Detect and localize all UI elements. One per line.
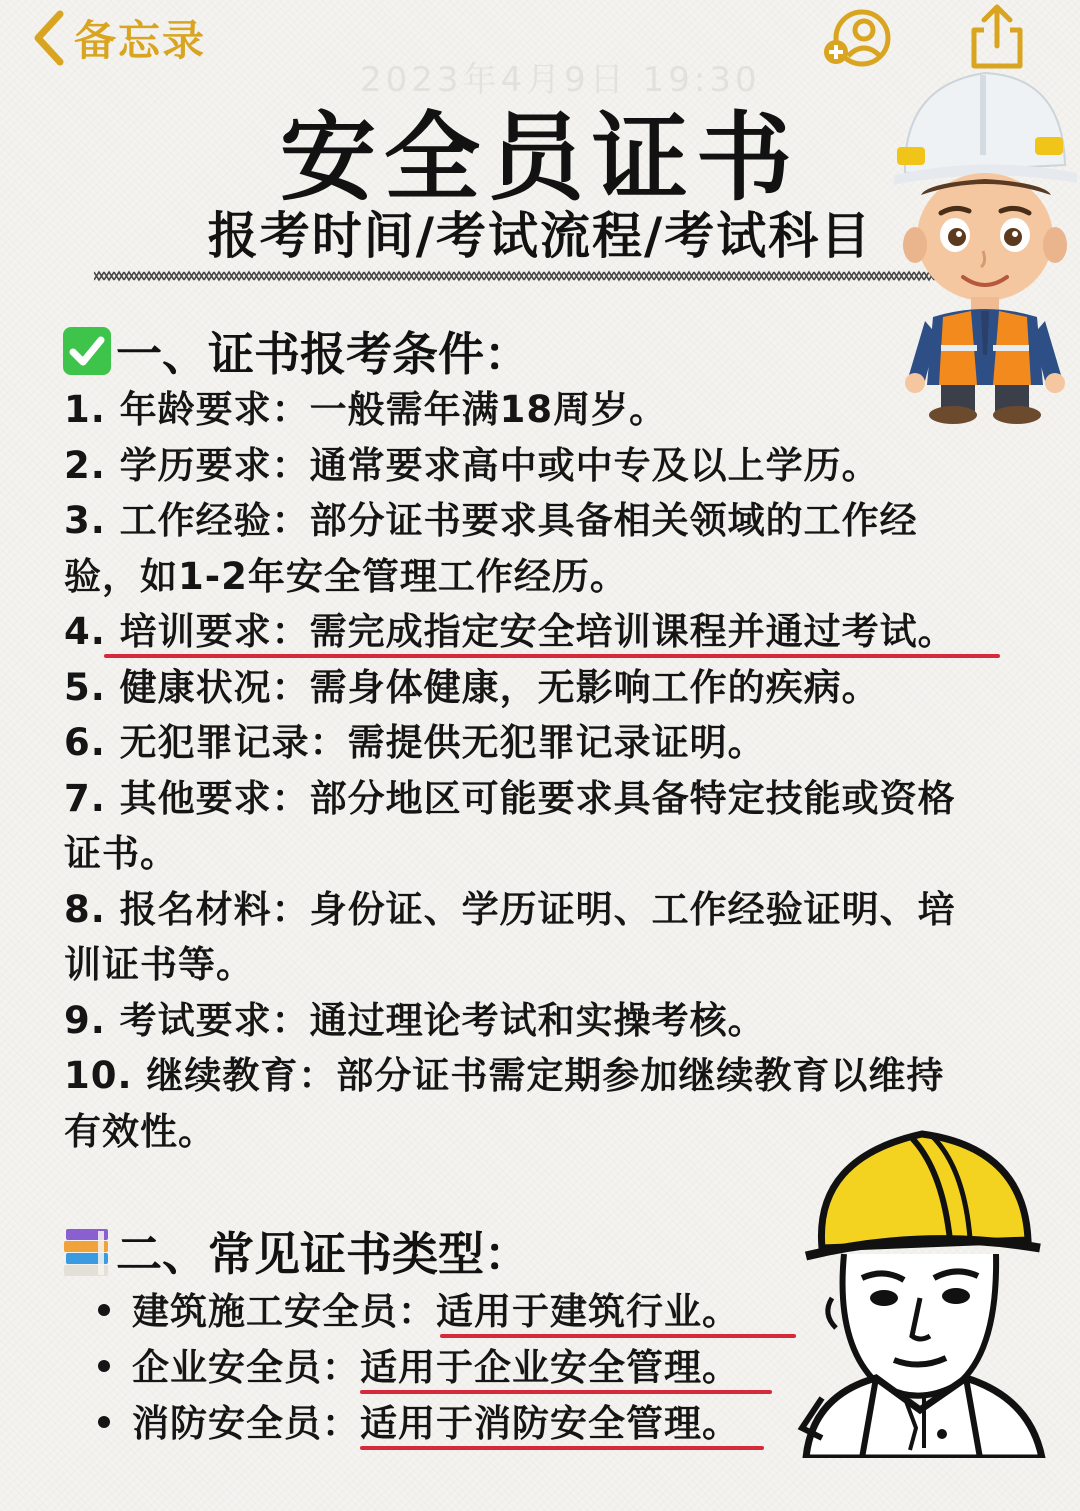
back-button[interactable] xyxy=(30,8,206,68)
list-item: 6. 无犯罪记录：需提供无犯罪记录证明。 xyxy=(64,721,766,764)
bullet-dot xyxy=(98,1360,110,1372)
red-underline xyxy=(360,1446,764,1450)
bullet-item xyxy=(98,1340,798,1396)
chevron-left-icon xyxy=(30,8,70,68)
sketch-worker-illustration xyxy=(792,1128,1050,1458)
list-item-text: 4. 培训要求：需完成指定安全培训课程并通过考试。 xyxy=(64,610,956,653)
list-item: 训证书等。 xyxy=(64,943,254,986)
section-1-title: 一、证书报考条件： xyxy=(116,327,530,381)
list-item: 9. 考试要求：通过理论考试和实操考核。 xyxy=(64,998,766,1042)
list-item: 5. 健康状况：需身体健康，无影响工作的疾病。 xyxy=(64,665,880,709)
bullet-dot xyxy=(98,1304,110,1316)
page-title: 安全员证书 xyxy=(280,102,800,214)
list-item: 有效性。 xyxy=(64,1109,216,1153)
requirements-list xyxy=(64,382,1014,1159)
list-item: 证书。 xyxy=(64,832,178,875)
page-subtitle: 报考时间/考试流程/考试科目 xyxy=(207,207,873,265)
zigzag-divider xyxy=(94,268,974,284)
bullet-item xyxy=(98,1396,798,1452)
list-item: 1. 年龄要求：一般需年满18周岁。 xyxy=(64,388,668,431)
list-item: 8. 报名材料：身份证、学历证明、工作经验证明、培 xyxy=(64,887,956,931)
list-item: 7. 其他要求：部分地区可能要求具备特定技能或资格 xyxy=(64,776,956,820)
section-2-title: 二、常见证书类型： xyxy=(116,1227,530,1281)
bullet-desc: 适用于消防安全管理。 xyxy=(360,1402,740,1445)
certificate-types-list xyxy=(98,1284,798,1452)
bullet-label: 建筑施工安全员： xyxy=(132,1290,436,1333)
red-underline xyxy=(360,1390,772,1394)
bullet-desc: 适用于企业安全管理。 xyxy=(360,1346,740,1389)
list-item: 10. 继续教育：部分证书需定期参加继续教育以维持 xyxy=(64,1054,945,1097)
red-underline xyxy=(104,654,1000,658)
bullet-dot xyxy=(98,1416,110,1428)
list-item-highlighted xyxy=(64,604,1014,660)
bullet-label: 消防安全员： xyxy=(132,1402,360,1445)
bullet-label: 企业安全员： xyxy=(132,1346,360,1389)
bullet-desc: 适用于建筑行业。 xyxy=(436,1290,740,1333)
back-label: 备忘录 xyxy=(74,16,207,65)
section-2-heading xyxy=(62,1218,530,1284)
list-item: 验，如1-2年安全管理工作经历。 xyxy=(64,554,628,598)
note-timestamp: 2023年4月9日 19:30 xyxy=(360,60,761,100)
books-icon xyxy=(62,1225,112,1277)
bullet-item xyxy=(98,1284,798,1340)
worker-cartoon-illustration xyxy=(885,55,1080,425)
section-1-heading xyxy=(62,318,530,384)
list-item: 2. 学历要求：通常要求高中或中专及以上学历。 xyxy=(64,443,880,487)
check-icon xyxy=(62,326,112,376)
red-underline xyxy=(440,1334,796,1338)
list-item: 3. 工作经验：部分证书要求具备相关领域的工作经 xyxy=(64,499,918,542)
